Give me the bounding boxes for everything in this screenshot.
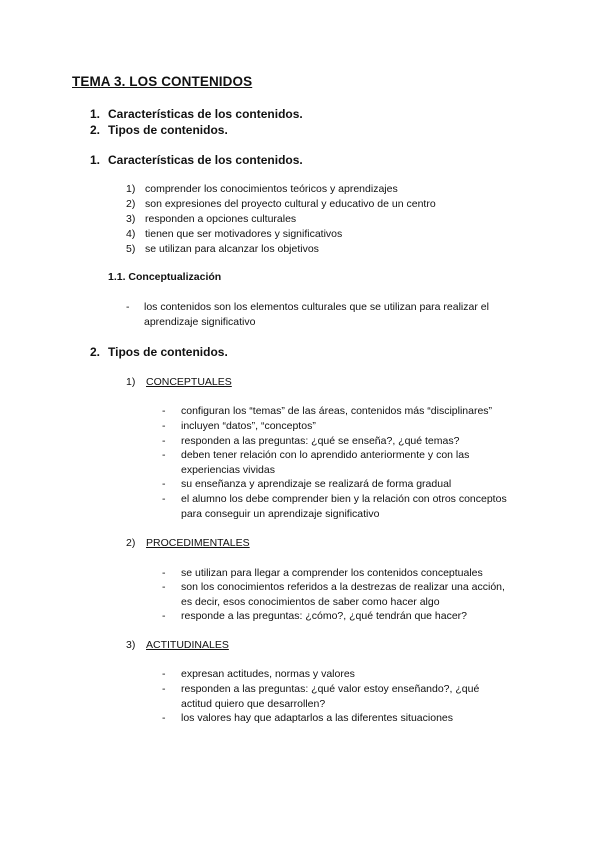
toc-item-2 bbox=[90, 123, 228, 137]
bullet-dash: - bbox=[162, 405, 166, 417]
section-2-heading bbox=[90, 345, 228, 359]
list-item-text-line: responden a las preguntas: ¿qué se enseña?, ¿qué temas? bbox=[181, 435, 460, 447]
list-item-marker: 1) bbox=[126, 376, 136, 388]
list-item-text-line: deben tener relación con lo aprendido anteriormente y con las bbox=[181, 449, 470, 461]
list-item-text-line: responde a las preguntas: ¿cómo?, ¿qué tendrán que hacer? bbox=[181, 610, 468, 622]
list-item-text-line: su enseñanza y aprendizaje se realizará de forma gradual bbox=[181, 478, 452, 490]
list-item bbox=[162, 580, 542, 610]
bullet-dash: - bbox=[162, 610, 166, 622]
bullet-dash: - bbox=[162, 435, 166, 447]
list-item-marker: 2) bbox=[126, 537, 136, 549]
list-item-text-line: incluyen “datos”, “conceptos” bbox=[181, 420, 316, 432]
content-type-procedimentales bbox=[126, 537, 250, 549]
list-item-text: comprender los conocimientos teóricos y aprendizajes bbox=[145, 183, 398, 195]
content-type-actitudinales bbox=[126, 639, 229, 651]
list-item-text-line: aprendizaje significativo bbox=[144, 316, 256, 328]
list-item-text-line: para conseguir un aprendizaje significativo bbox=[181, 508, 380, 520]
bullet-dash: - bbox=[162, 683, 166, 695]
bullet-dash: - bbox=[162, 668, 166, 680]
list-item-text-line: responden a las preguntas: ¿qué valor estoy enseñando?, ¿qué bbox=[181, 683, 480, 695]
list-item-text-line: los contenidos son los elementos culturales que se utilizan para realizar el bbox=[144, 301, 489, 313]
list-item-text: se utilizan para alcanzar los objetivos bbox=[145, 243, 319, 255]
page-title: TEMA 3. LOS CONTENIDOS bbox=[72, 74, 253, 89]
bullet-dash: - bbox=[126, 301, 130, 313]
list-item-text: son expresiones del proyecto cultural y educativo de un centro bbox=[145, 198, 436, 210]
list-item-text-line: configuran los “temas” de las áreas, contenidos más “disciplinares” bbox=[181, 405, 493, 417]
list-item-marker: 4) bbox=[126, 228, 136, 240]
list-item-text: tienen que ser motivadores y significativos bbox=[145, 228, 343, 240]
list-item-text-line: los valores hay que adaptarlos a las diferentes situaciones bbox=[181, 712, 453, 724]
section-1-heading bbox=[90, 153, 303, 167]
bullet-dash: - bbox=[162, 712, 166, 724]
toc-item-label: Tipos de contenidos. bbox=[108, 123, 228, 137]
list-item-marker: 3) bbox=[126, 639, 136, 651]
list-item-text: responden a opciones culturales bbox=[145, 213, 297, 225]
list-item-text-line: es decir, esos conocimientos de saber como hacer algo bbox=[181, 596, 440, 608]
list-item bbox=[162, 448, 542, 478]
list-item-text-line: se utilizan para llegar a comprender los contenidos conceptuales bbox=[181, 567, 483, 579]
list-item bbox=[126, 300, 546, 330]
subsection-heading: 1.1. Conceptualización bbox=[108, 271, 222, 283]
toc-item-number: 2. bbox=[90, 123, 101, 137]
bullet-dash: - bbox=[162, 581, 166, 593]
list-item-marker: 2) bbox=[126, 198, 136, 210]
list-item-text-line: el alumno los debe comprender bien y la relación con otros conceptos bbox=[181, 493, 507, 505]
section-heading-text: Características de los contenidos. bbox=[108, 153, 303, 167]
toc-item-1 bbox=[90, 107, 303, 121]
content-type-label: ACTITUDINALES bbox=[146, 639, 229, 651]
list-item-text-line: experiencias vividas bbox=[181, 464, 275, 476]
toc-item-number: 1. bbox=[90, 107, 101, 121]
bullet-dash: - bbox=[162, 567, 166, 579]
section-number: 2. bbox=[90, 345, 101, 359]
bullet-dash: - bbox=[162, 449, 166, 461]
bullet-dash: - bbox=[162, 478, 166, 490]
list-item-text-line: actitud quiero que desarrollen? bbox=[181, 698, 326, 710]
content-type-label: PROCEDIMENTALES bbox=[146, 537, 250, 549]
bullet-dash: - bbox=[162, 493, 166, 505]
section-heading-text: Tipos de contenidos. bbox=[108, 345, 228, 359]
list-item-marker: 5) bbox=[126, 243, 136, 255]
list-item bbox=[162, 492, 542, 522]
bullet-dash: - bbox=[162, 420, 166, 432]
section-number: 1. bbox=[90, 153, 101, 167]
list-item-text-line: expresan actitudes, normas y valores bbox=[181, 668, 355, 680]
content-type-conceptuales bbox=[126, 376, 232, 388]
list-item-marker: 1) bbox=[126, 183, 136, 195]
list-item bbox=[162, 682, 542, 712]
list-item-marker: 3) bbox=[126, 213, 136, 225]
content-type-label: CONCEPTUALES bbox=[146, 376, 232, 388]
list-item-text-line: son los conocimientos referidos a la destrezas de realizar una acción, bbox=[181, 581, 505, 593]
toc-item-label: Características de los contenidos. bbox=[108, 107, 303, 121]
